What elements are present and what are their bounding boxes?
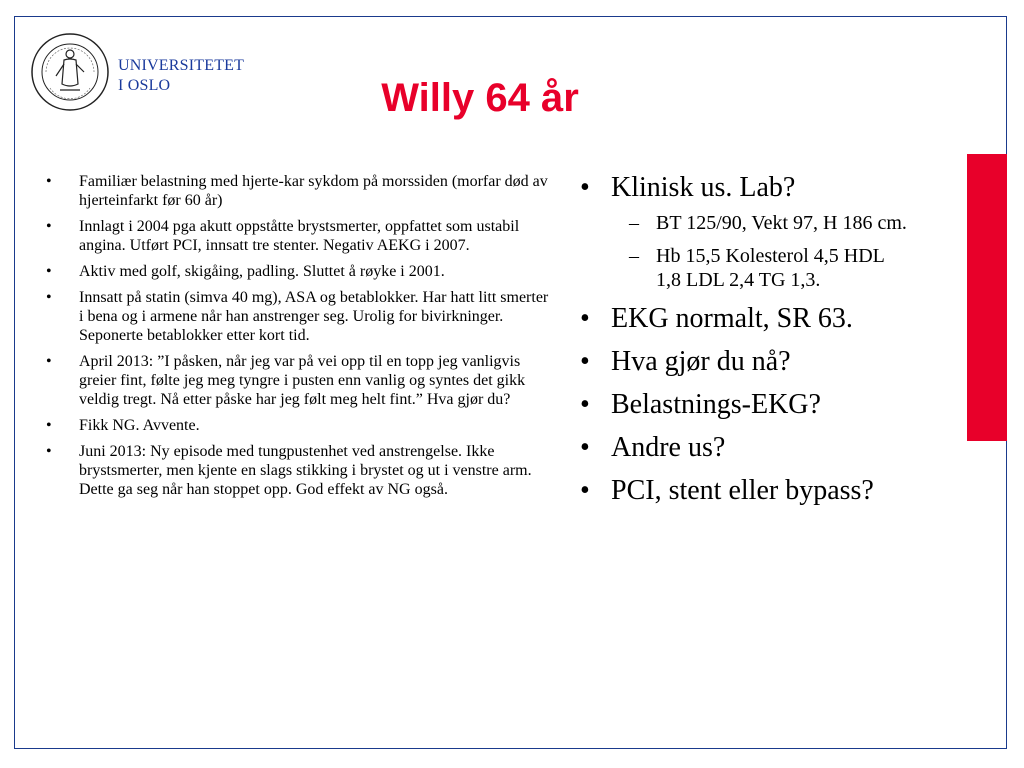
sub-list-item-text: Hb 15,5 Kolesterol 4,5 HDL 1,8 LDL 2,4 TG 1,3.	[656, 245, 885, 291]
list-item	[40, 262, 555, 281]
university-seal-logo	[30, 32, 110, 112]
list-item-text: April 2013: ”I påsken, når jeg var på vei opp til en topp jeg vanligvis greier fint, følte jeg meg tyngre i pusten enn vanlig og syntes det gikk veldig tregt. Nå etter påske har jeg følt meg helt fint.” Hva gjør du?	[79, 353, 526, 408]
list-item-text: Aktiv med golf, skigåing, padling. Sluttet å røyke i 2001.	[79, 263, 445, 280]
sub-list-item	[611, 244, 908, 292]
university-name-line2: I OSLO	[118, 77, 171, 94]
clinical-questions-list	[578, 170, 908, 516]
list-item-text: EKG normalt, SR 63.	[611, 303, 853, 334]
bullet-icon: •	[580, 346, 590, 377]
bullet-icon: •	[580, 389, 590, 420]
list-item-text: Klinisk us. Lab?	[611, 172, 796, 203]
list-item	[40, 352, 555, 409]
bullet-icon: •	[46, 417, 52, 434]
list-item	[40, 416, 555, 435]
slide-title: Willy 64 år	[381, 76, 579, 120]
bullet-icon: •	[46, 263, 52, 280]
list-item-text: Andre us?	[611, 432, 726, 463]
bullet-icon: •	[580, 432, 590, 463]
list-item	[578, 430, 908, 465]
list-item-text: Juni 2013: Ny episode med tungpustenhet ved anstrengelse. Ikke brystsmerter, men kjente en slags stikking i brystet og ut i venstre arm. Dette ga seg når han stoppet opp. God effekt av NG også.	[79, 443, 532, 498]
list-item	[40, 172, 555, 210]
bullet-icon: •	[580, 475, 590, 506]
university-name-line1: UNIVERSITETET	[118, 57, 245, 74]
bullet-icon: •	[46, 173, 52, 190]
accent-bar	[967, 154, 1007, 441]
bullet-icon: •	[46, 289, 52, 306]
list-item	[578, 301, 908, 336]
list-item-text: Familiær belastning med hjerte-kar sykdom på morssiden (morfar død av hjerteinfarkt før 60 år)	[79, 173, 548, 209]
list-item	[578, 473, 908, 508]
dash-icon: –	[629, 212, 639, 234]
list-item	[578, 344, 908, 379]
list-item	[578, 387, 908, 422]
sub-list-item-text: BT 125/90, Vekt 97, H 186 cm.	[656, 212, 907, 234]
bullet-icon: •	[46, 353, 52, 370]
list-item	[40, 442, 555, 499]
sub-list-item	[611, 211, 908, 235]
list-item-text: Belastnings-EKG?	[611, 389, 821, 420]
case-history-list	[40, 172, 555, 506]
list-item	[578, 170, 908, 292]
list-item-text: PCI, stent eller bypass?	[611, 475, 874, 506]
list-item-text: Innlagt i 2004 pga akutt oppståtte brystsmerter, oppfattet som ustabil angina. Utført PCI, innsatt tre stenter. Negativ AEKG i 2007.	[79, 218, 520, 254]
list-item-text: Hva gjør du nå?	[611, 346, 791, 377]
list-item	[40, 288, 555, 345]
list-item	[40, 217, 555, 255]
bullet-icon: •	[46, 443, 52, 460]
bullet-icon: •	[580, 172, 590, 203]
bullet-icon: •	[580, 303, 590, 334]
list-item-text: Fikk NG. Avvente.	[79, 417, 200, 434]
bullet-icon: •	[46, 218, 52, 235]
university-name	[118, 56, 244, 96]
list-item-text: Innsatt på statin (simva 40 mg), ASA og betablokker. Har hatt litt smerter i bena og i armene når han anstrenger seg. Urolig for bivirkninger. Seponerte betablokker etter kort tid.	[79, 289, 549, 344]
sub-list	[611, 211, 908, 292]
dash-icon: –	[629, 245, 639, 267]
